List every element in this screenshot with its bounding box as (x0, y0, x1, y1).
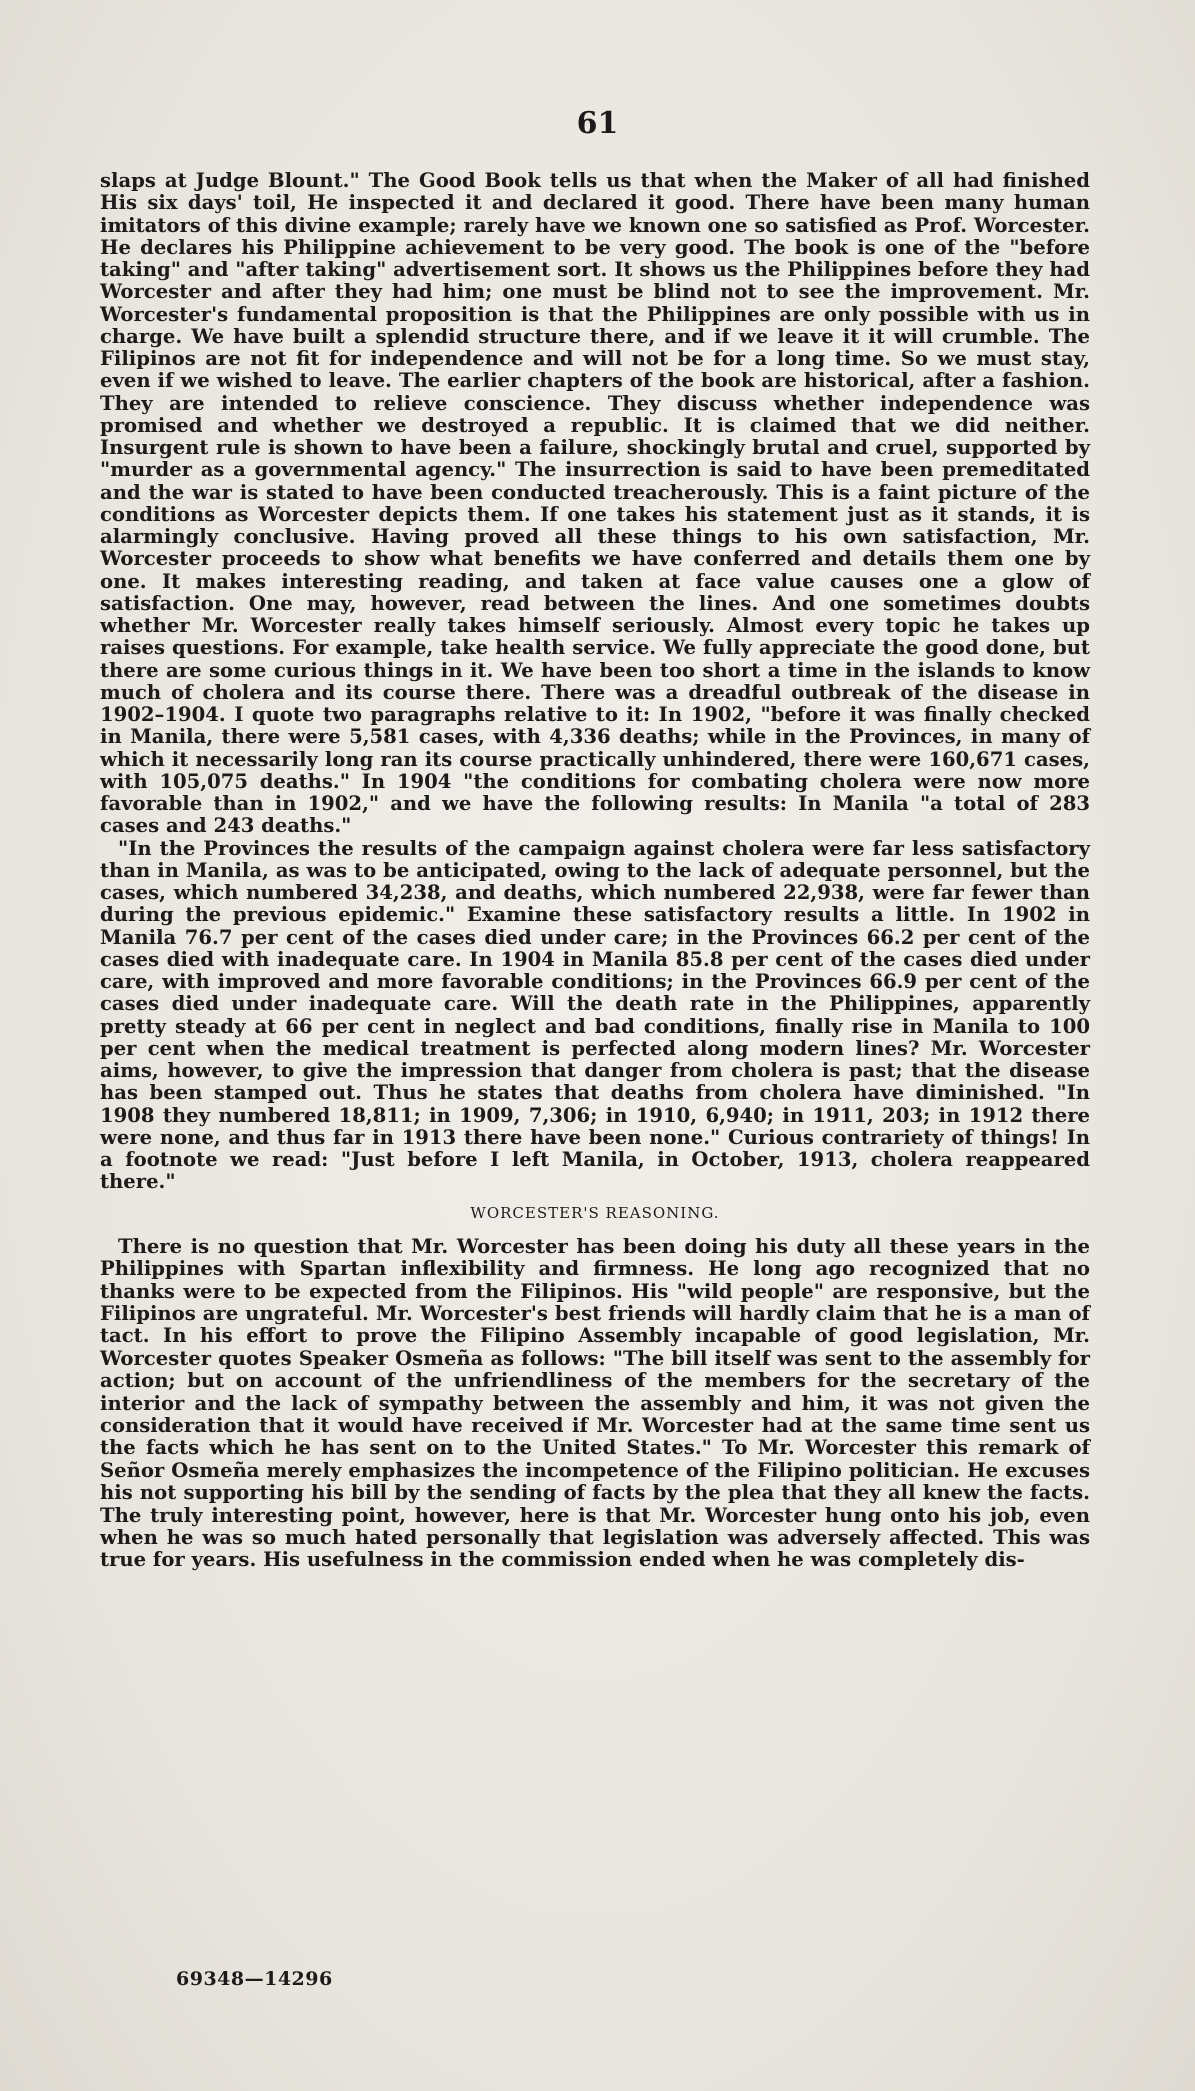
paragraph-1: slaps at Judge Blount." The Good Book tells us that when the Maker of all had finished His six days' toil, He inspected it and declared it good. There have been many human imitators of this divine example; rarely have we known one so satisfied as Prof. Worcester. He declares his Philippine achievement to be very good. The book is one of the "before taking" and "after taking" advertisement sort. It shows us the Philippines before they had Worcester and after they had him; one must be blind not to see the improvement. Mr. Worcester's fundamental proposition is that the Philippines are only possible with us in charge. We have built a splendid structure there, and if we leave it it will crumble. The Filipinos are not fit for independence and will not be for a long time. So we must stay, even if we wished to leave. The earlier chapters of the book are historical, after a fashion. They are intended to relieve conscience. They discuss whether independence was promised and whether we destroyed a republic. It is claimed that we did neither. Insurgent rule is shown to have been a failure, shockingly brutal and cruel, supported by "murder as a governmental agency." The insurrection is said to have been premeditated and the war is stated to have been conducted treacherously. This is a faint picture of the conditions as Worcester depicts them. If one takes his statement just as it stands, it is alarmingly conclusive. Having proved all these things to his own satisfaction, Mr. Worcester proceeds to show what benefits we have conferred and details them one by one. It makes interesting reading, and taken at face value causes one a glow of satisfaction. One may, however, read between the lines. And one sometimes doubts whether Mr. Worcester really takes himself seriously. Almost every topic he takes up raises questions. For example, take health service. We fully appreciate the good done, but there are some curious things in it. We have been too short a time in the islands to know much of cholera and its course there. There was a dreadful outbreak of the disease in 1902–1904. I quote two paragraphs relative to it: In 1902, "before it was finally checked in Manila, there were 5,581 cases, with 4,336 deaths; while in the Provinces, in many of which it necessarily long ran its course practically unhindered, there were 160,671 cases, with 105,075 deaths." In 1904 "the conditions for combating cholera were now more favorable than in 1902," and we have the following results: In Manila "a total of 283 cases and 243 deaths." (100, 169, 1090, 838)
body-text (100, 170, 1090, 1572)
paragraph-2: "In the Provinces the results of the campaign against cholera were far less satisfactory than in Manila, as was to be anticipated, owing to the lack of adequate personnel, but the cases, which numbered 34,238, and deaths, which numbered 22,938, were far fewer than during the previous epidemic." Examine these satisfactory results a little. In 1902 in Manila 76.7 per cent of the cases died under care; in the Provinces 66.2 per cent of the cases died with inadequate care. In 1904 in Manila 85.8 per cent of the cases died under care, with improved and more favorable conditions; in the Provinces 66.9 per cent of the cases died under inadequate care. Will the death rate in the Philippines, apparently pretty steady at 66 per cent in neglect and bad conditions, finally rise in Manila to 100 per cent when the medical treatment is perfected along modern lines? Mr. Worcester aims, however, to give the impression that danger from cholera is past; that the disease has been stamped out. Thus he states that deaths from cholera have diminished. "In 1908 they numbered 18,811; in 1909, 7,306; in 1910, 6,940; in 1911, 203; in 1912 there were none, and thus far in 1913 there have been none." Curious contrariety of things! In a footnote we read: "Just before I left Manila, in October, 1913, cholera reappeared there." (100, 836, 1090, 1194)
page-number: 61 (576, 106, 619, 141)
paragraph-3: There is no question that Mr. Worcester has been doing his duty all these years in the Philippines with Spartan inflexibility and firmness. He long ago recognized that no thanks were to be expected from the Filipinos. His "wild people" are responsive, but the Filipinos are ungrateful. Mr. Worcester's best friends will hardly claim that he is a man of tact. In his effort to prove the Filipino Assembly incapable of good legislation, Mr. Worcester quotes Speaker Osmeña as follows: "The bill itself was sent to the assembly for action; but on account of the unfriendliness of the members for the secretary of the interior and the lack of sympathy between the assembly and him, it was not given the consideration that it would have received if Mr. Worcester had at the same time sent us the facts which he has sent on to the United States." To Mr. Worcester this remark of Señor Osmeña merely emphasizes the incompetence of the Filipino politician. He excuses his not supporting his bill by the sending of facts by the plea that they all knew the facts. The truly interesting point, however, here is that Mr. Worcester hung onto his job, even when he was so much hated personally that legislation was adversely affected. This was true for years. His usefulness in the commission ended when he was completely dis- (100, 1234, 1090, 1572)
section-heading: WORCESTER'S REASONING. (470, 1203, 720, 1222)
print-code: 69348—14296 (176, 1968, 333, 1990)
